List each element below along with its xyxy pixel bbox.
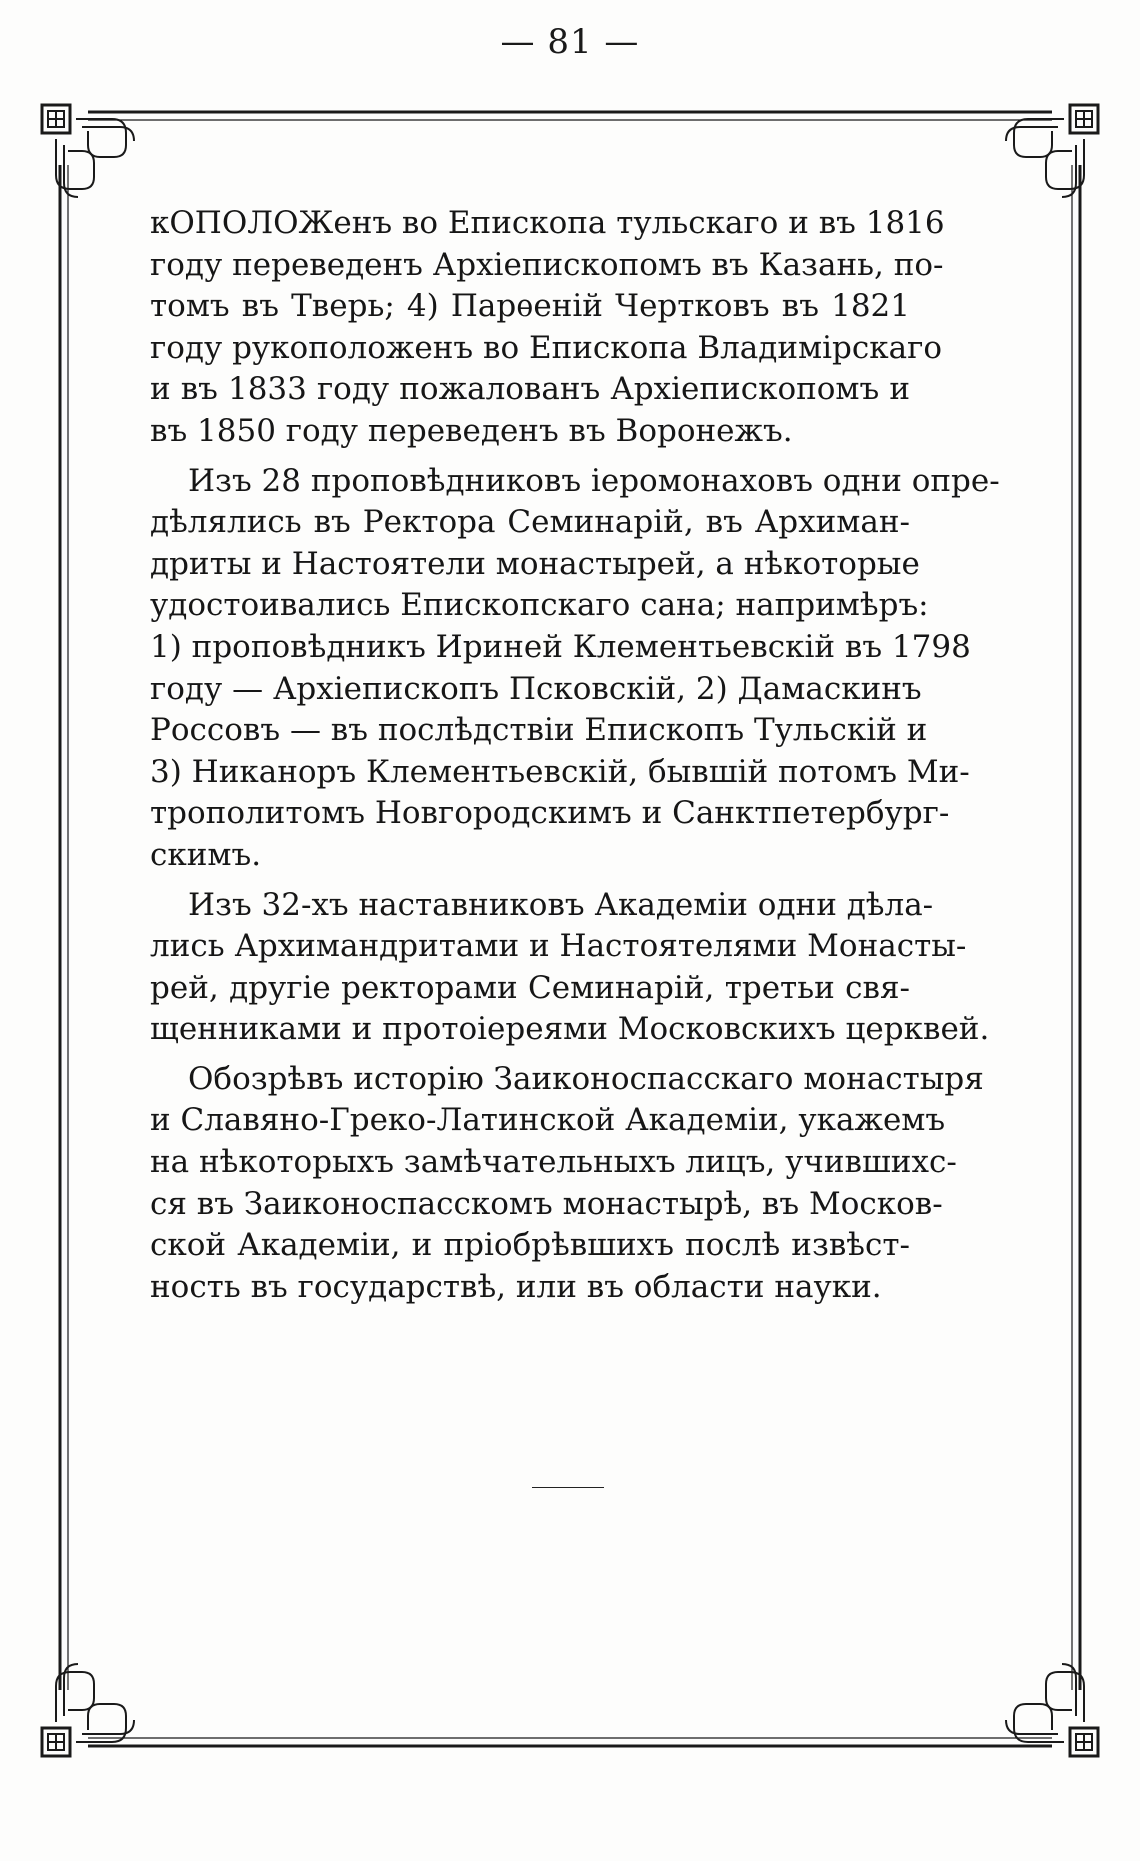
- text-line: Обозрѣвъ исторію Заиконоспасскаго монастыря: [188, 1060, 984, 1097]
- text-line: на нѣкоторыхъ замѣчательныхъ лицъ, учившихс-: [150, 1144, 957, 1181]
- text-line: 1) проповѣдникъ Ириней Клементьевскій въ 1798: [150, 628, 971, 665]
- text-line: и Славяно-Греко-Латинской Академіи, укажемъ: [150, 1102, 946, 1139]
- ornamental-knot-corner-icon: [1006, 105, 1098, 197]
- text-line: лись Архимандритами и Настоятелями Монасты-: [150, 928, 967, 965]
- text-line: трополитомъ Новгородскимъ и Санктпетербург-: [150, 795, 950, 832]
- text-line: кОПОЛОЖенъ во Епископа тульскаго и въ 1816: [150, 205, 945, 241]
- text-line: дѣлялись въ Ректора Семинарій, въ Архиман-: [150, 504, 910, 541]
- ornamental-knot-corner-icon: [42, 1664, 134, 1756]
- text-line: Изъ 32-хъ наставниковъ Академіи одни дѣла-: [188, 886, 934, 923]
- paragraph: [150, 461, 1000, 877]
- text-line: и въ 1833 году пожалованъ Архіепископомъ и: [150, 371, 910, 408]
- text-line: Россовъ — въ послѣдствіи Епископъ Тульскій и: [150, 712, 928, 749]
- paragraph: [150, 885, 990, 1051]
- text-line: ской Академіи, и пріобрѣвшихъ послѣ извѣст-: [150, 1227, 910, 1264]
- paragraph: [150, 1059, 984, 1309]
- text-line: рей, другіе ректорами Семинарій, третьи свя-: [150, 969, 910, 1006]
- text-line: щенниками и протоіереями Московскихъ церквей.: [150, 1011, 990, 1048]
- text-line: ся въ Заиконоспасскомъ монастырѣ, въ Москов-: [150, 1185, 943, 1222]
- ornamental-knot-corner-icon: [42, 105, 134, 197]
- text-line: ность въ государствѣ, или въ области науки.: [150, 1268, 882, 1305]
- text-line: въ 1850 году переведенъ въ Воронежъ.: [150, 412, 793, 449]
- end-rule: [532, 1487, 604, 1488]
- text-line: 3) Никаноръ Клементьевскій, бывшій потомъ Ми-: [150, 753, 970, 790]
- text-line: Изъ 28 проповѣдниковъ іеромонаховъ одни опре-: [188, 462, 1000, 499]
- text-line: удостоивались Епископскаго сана; напримѣръ:: [150, 587, 929, 624]
- page-number: — 81 —: [500, 22, 640, 62]
- text-line: году — Архіепископъ Псковскій, 2) Дамаскинъ: [150, 670, 922, 707]
- text-line: скимъ.: [150, 836, 262, 873]
- paragraph: [150, 203, 945, 453]
- text-line: дриты и Настоятели монастырей, а нѣкоторые: [150, 545, 920, 582]
- ornamental-knot-corner-icon: [1006, 1664, 1098, 1756]
- text-line: томъ въ Тверь; 4) Парѳеній Чертковъ въ 1821: [150, 288, 910, 325]
- text-line: году рукоположенъ во Епископа Владимірскаго: [150, 329, 943, 366]
- body-text: [150, 203, 1000, 1308]
- text-line: году переведенъ Архіепископомъ въ Казань, по-: [150, 246, 944, 283]
